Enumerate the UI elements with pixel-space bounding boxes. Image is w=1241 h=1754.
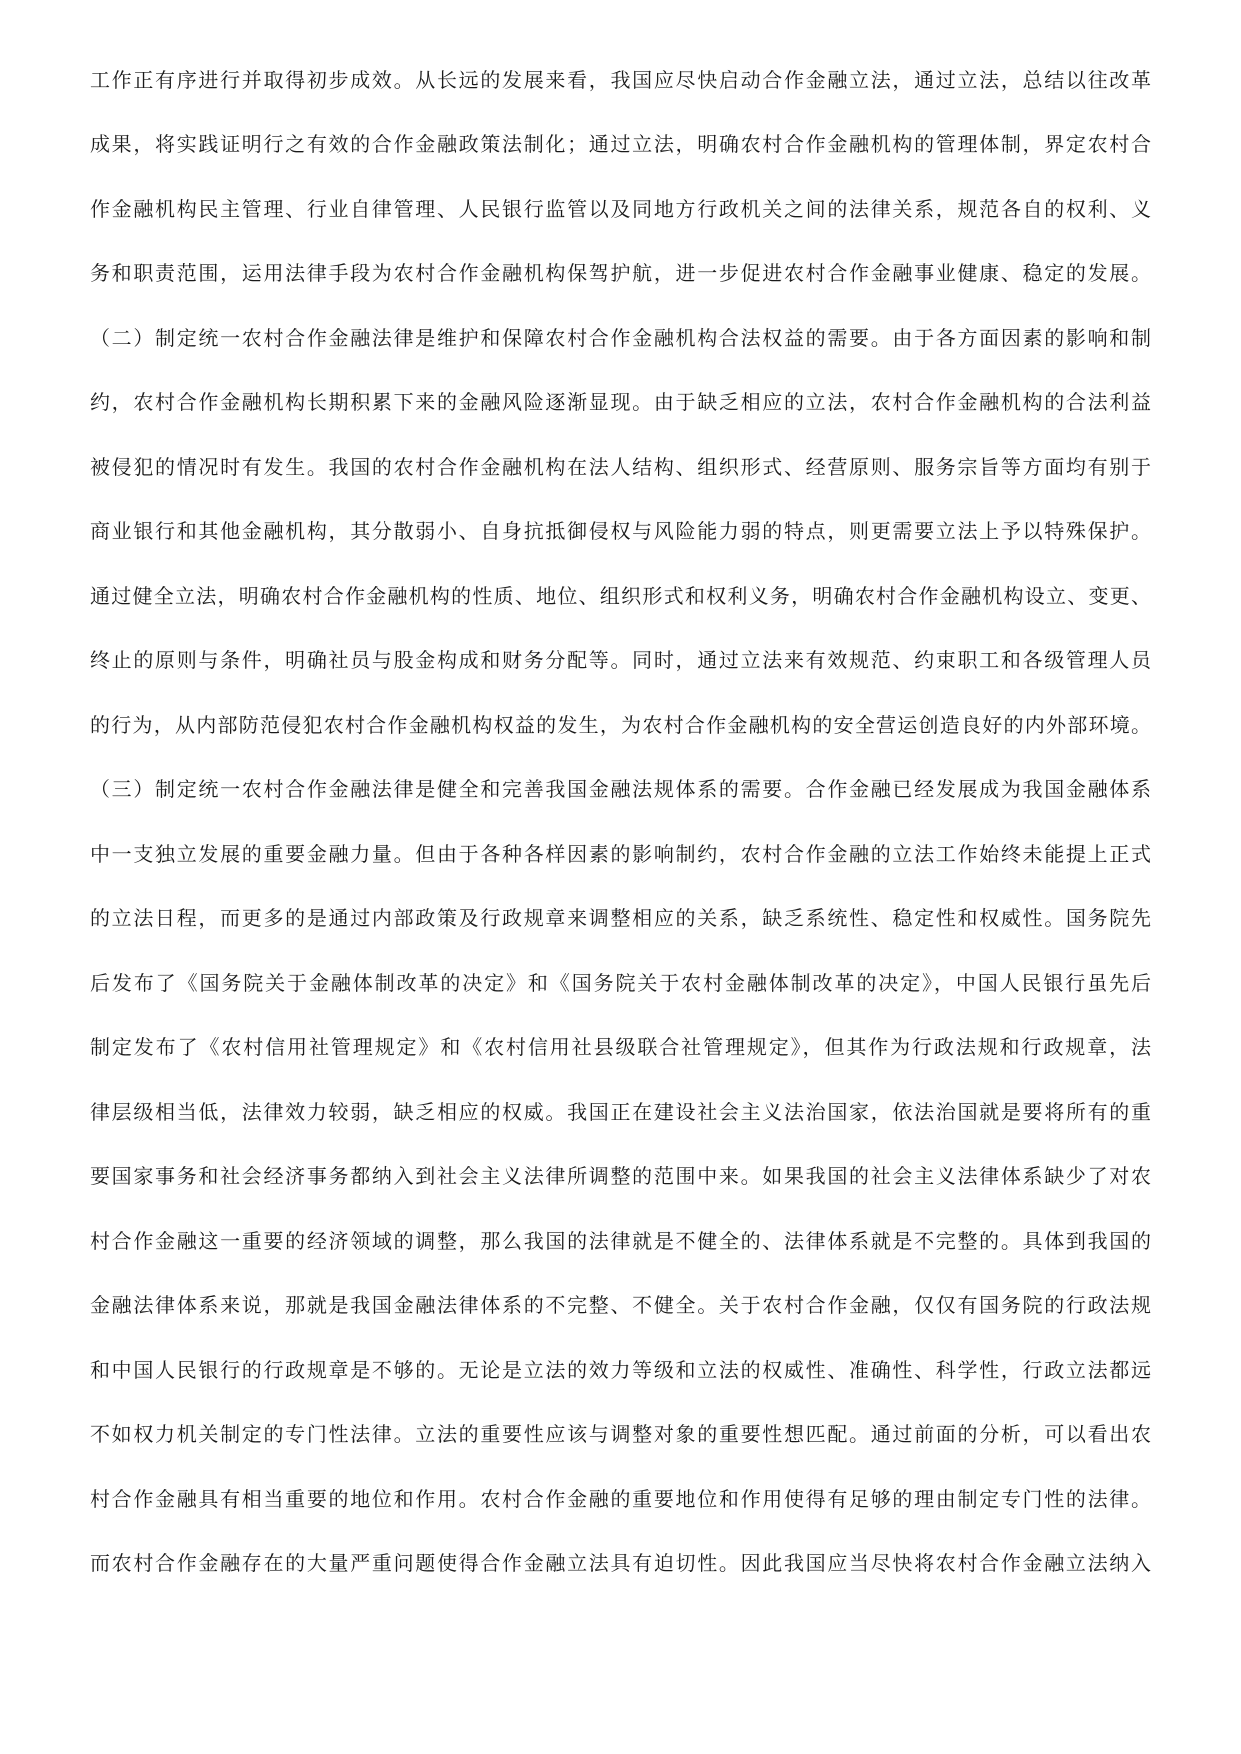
text-line: 村合作金融具有相当重要的地位和作用。农村合作金融的重要地位和作用使得有足够的理由制定专门性的法律。 bbox=[90, 1487, 1151, 1511]
text-line: 村合作金融这一重要的经济领域的调整，那么我国的法律就是不健全的、法律体系就是不完整的。具体到我国的 bbox=[90, 1229, 1151, 1253]
text-line: 不如权力机关制定的专门性法律。立法的重要性应该与调整对象的重要性想匹配。通过前面的分析，可以看出农 bbox=[90, 1422, 1151, 1446]
text-line: 金融法律体系来说，那就是我国金融法律体系的不完整、不健全。关于农村合作金融，仅仅有国务院的行政法规 bbox=[90, 1293, 1151, 1317]
text-line: 作金融机构民主管理、行业自律管理、人民银行监管以及同地方行政机关之间的法律关系，规范各自的权利、义 bbox=[90, 197, 1151, 221]
text-line: 后发布了《国务院关于金融体制改革的决定》和《国务院关于农村金融体制改革的决定》，中国人民银行虽先后 bbox=[90, 971, 1151, 995]
text-line: 制定发布了《农村信用社管理规定》和《农村信用社县级联合社管理规定》，但其作为行政法规和行政规章，法 bbox=[90, 1035, 1151, 1059]
text-line: 务和职责范围，运用法律手段为农村合作金融机构保驾护航，进一步促进农村合作金融事业健康、稳定的发展。 bbox=[90, 261, 1151, 285]
text-line: 工作正有序进行并取得初步成效。从长远的发展来看，我国应尽快启动合作金融立法，通过立法，总结以往改革 bbox=[90, 68, 1151, 92]
text-line: （三）制定统一农村合作金融法律是健全和完善我国金融法规体系的需要。合作金融已经发展成为我国金融体系 bbox=[90, 777, 1151, 801]
text-line: 商业银行和其他金融机构，其分散弱小、自身抗抵御侵权与风险能力弱的特点，则更需要立法上予以特殊保护。 bbox=[90, 519, 1151, 543]
text-line: 律层级相当低，法律效力较弱，缺乏相应的权威。我国正在建设社会主义法治国家，依法治国就是要将所有的重 bbox=[90, 1100, 1151, 1124]
text-line: 成果，将实践证明行之有效的合作金融政策法制化；通过立法，明确农村合作金融机构的管理体制，界定农村合 bbox=[90, 132, 1151, 156]
text-line: 终止的原则与条件，明确社员与股金构成和财务分配等。同时，通过立法来有效规范、约束职工和各级管理人员 bbox=[90, 648, 1151, 672]
text-line: （二）制定统一农村合作金融法律是维护和保障农村合作金融机构合法权益的需要。由于各方面因素的影响和制 bbox=[90, 326, 1151, 350]
text-line: 的行为，从内部防范侵犯农村合作金融机构权益的发生，为农村合作金融机构的安全营运创造良好的内外部环境。 bbox=[90, 713, 1151, 737]
text-line: 而农村合作金融存在的大量严重问题使得合作金融立法具有迫切性。因此我国应当尽快将农村合作金融立法纳入 bbox=[90, 1551, 1151, 1575]
text-line: 约，农村合作金融机构长期积累下来的金融风险逐渐显现。由于缺乏相应的立法，农村合作金融机构的合法利益 bbox=[90, 390, 1151, 414]
text-line: 被侵犯的情况时有发生。我国的农村合作金融机构在法人结构、组织形式、经营原则、服务宗旨等方面均有别于 bbox=[90, 455, 1151, 479]
text-line: 要国家事务和社会经济事务都纳入到社会主义法律所调整的范围中来。如果我国的社会主义法律体系缺少了对农 bbox=[90, 1164, 1151, 1188]
text-line: 通过健全立法，明确农村合作金融机构的性质、地位、组织形式和权利义务，明确农村合作金融机构设立、变更、 bbox=[90, 584, 1151, 608]
text-line: 和中国人民银行的行政规章是不够的。无论是立法的效力等级和立法的权威性、准确性、科学性，行政立法都远 bbox=[90, 1358, 1151, 1382]
text-line: 的立法日程，而更多的是通过内部政策及行政规章来调整相应的关系，缺乏系统性、稳定性和权威性。国务院先 bbox=[90, 906, 1151, 930]
text-line: 中一支独立发展的重要金融力量。但由于各种各样因素的影响制约，农村合作金融的立法工作始终未能提上正式 bbox=[90, 842, 1151, 866]
